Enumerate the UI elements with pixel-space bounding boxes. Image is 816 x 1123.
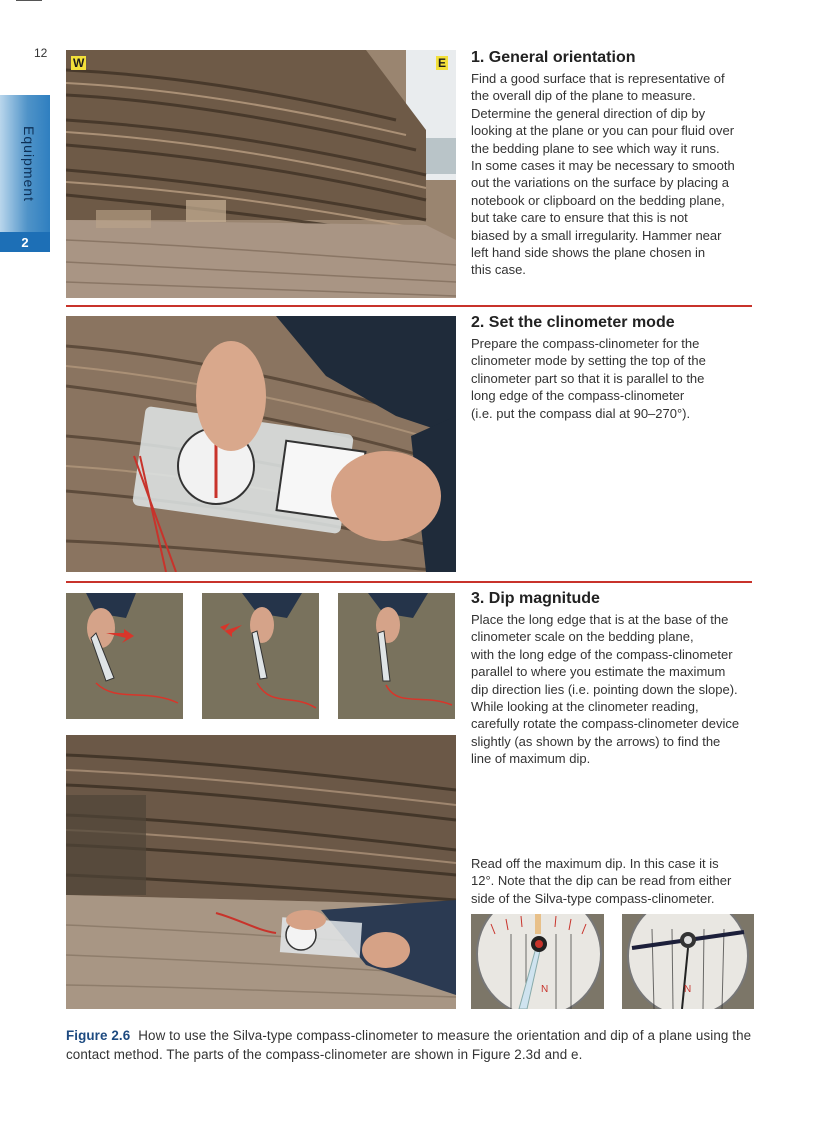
step-2-line: long edge of the compass-clinometer (471, 388, 685, 404)
page-number: 12 (34, 46, 48, 60)
step-1-block (471, 49, 761, 279)
step-3-line: carefully rotate the compass-clinometer device (471, 716, 740, 732)
step-3-line: dip direction lies (i.e. pointing down the slope). (471, 681, 738, 697)
step-1-line: looking at the plane or you can pour fluid over (471, 123, 735, 139)
step-2-line: Prepare the compass-clinometer for the (471, 336, 700, 351)
step-2-line: (i.e. put the compass dial at 90–270°). (471, 405, 691, 421)
step-1-line: In some cases it may be necessary to smooth (471, 158, 735, 174)
step-3-line: slightly (as shown by the arrows) to find the (471, 733, 721, 749)
section-divider (66, 305, 752, 307)
step-3-line: Place the long edge that is at the base of the (471, 612, 729, 627)
photo-cliff-bedding (66, 50, 456, 298)
rotate-illustration-c (338, 593, 455, 719)
chapter-side-tab-label (4, 95, 54, 232)
figure-caption (66, 1026, 756, 1064)
figure-label: Figure 2.6 (66, 1028, 131, 1043)
direction-label-west: W (73, 56, 85, 70)
step-3-line: While looking at the clinometer reading, (471, 699, 699, 715)
photo-rotate-step-c (338, 593, 455, 719)
photo-dial-reading-right (622, 914, 754, 1009)
dial-illustration-left (471, 914, 604, 1009)
direction-label-east: E (438, 56, 447, 70)
step-2-heading: 2. Set the clinometer mode (471, 314, 675, 331)
read-off-line: side of the Silva-type compass-clinometer. (471, 890, 715, 906)
read-off-line: Read off the maximum dip. In this case it is (471, 856, 719, 871)
step-1-line: this case. (471, 262, 526, 278)
read-off-block (471, 855, 761, 907)
section-divider (66, 581, 752, 583)
step-3-line: parallel to where you estimate the maximum (471, 664, 726, 680)
dial-illustration-right (622, 914, 754, 1009)
svg-text:N: N (684, 984, 692, 995)
step-1-line: out the variations on the surface by placing a (471, 175, 729, 191)
read-off-line: 12°. Note that the dip can be read from either (471, 873, 732, 889)
step-3-block (471, 590, 761, 768)
photo-set-clinometer (66, 316, 456, 572)
measure-dip-illustration (66, 735, 456, 1009)
step-1-line: Determine the general direction of dip by (471, 105, 706, 121)
step-1-line: Find a good surface that is representative of (471, 71, 725, 86)
chapter-number: 2 (0, 232, 50, 252)
photo-dial-reading-left (471, 914, 604, 1009)
photo-measure-dip (66, 735, 456, 1009)
hands-compass-illustration (66, 316, 456, 572)
photo-rotate-step-a (66, 593, 183, 719)
step-2-block (471, 314, 761, 422)
figure-caption-text: How to use the Silva-type compass-clinometer to measure the orientation and dip of a plane using the contact method. The parts of the compass-clinometer are shown in Figure 2.3d and e. (66, 1028, 752, 1062)
step-1-line: notebook or clipboard on the bedding plane, (471, 192, 725, 208)
step-3-line: with the long edge of the compass-clinometer (471, 646, 733, 662)
step-1-heading: 1. General orientation (471, 49, 636, 66)
step-1-line: left hand side shows the plane chosen in (471, 245, 706, 261)
step-1-line: the overall dip of the plane to measure. (471, 88, 696, 104)
step-1-line: but take care to ensure that this is not (471, 210, 688, 226)
section-name: Equipment (21, 125, 37, 202)
step-1-line: biased by a small irregularity. Hammer near (471, 227, 722, 243)
step-2-line: clinometer mode by setting the top of the (471, 353, 706, 369)
rotate-illustration-a (66, 593, 183, 719)
photo-rotate-step-b (202, 593, 319, 719)
step-2-line: clinometer part so that it is parallel to the (471, 370, 705, 386)
svg-text:N: N (541, 984, 549, 995)
rotate-illustration-b (202, 593, 319, 719)
step-3-line: line of maximum dip. (471, 751, 591, 767)
top-rule (16, 0, 42, 1)
step-1-line: the bedding plane to see which way it runs. (471, 140, 720, 156)
cliff-illustration (66, 50, 456, 298)
step-3-line: clinometer scale on the bedding plane, (471, 629, 694, 645)
step-3-heading: 3. Dip magnitude (471, 590, 600, 607)
